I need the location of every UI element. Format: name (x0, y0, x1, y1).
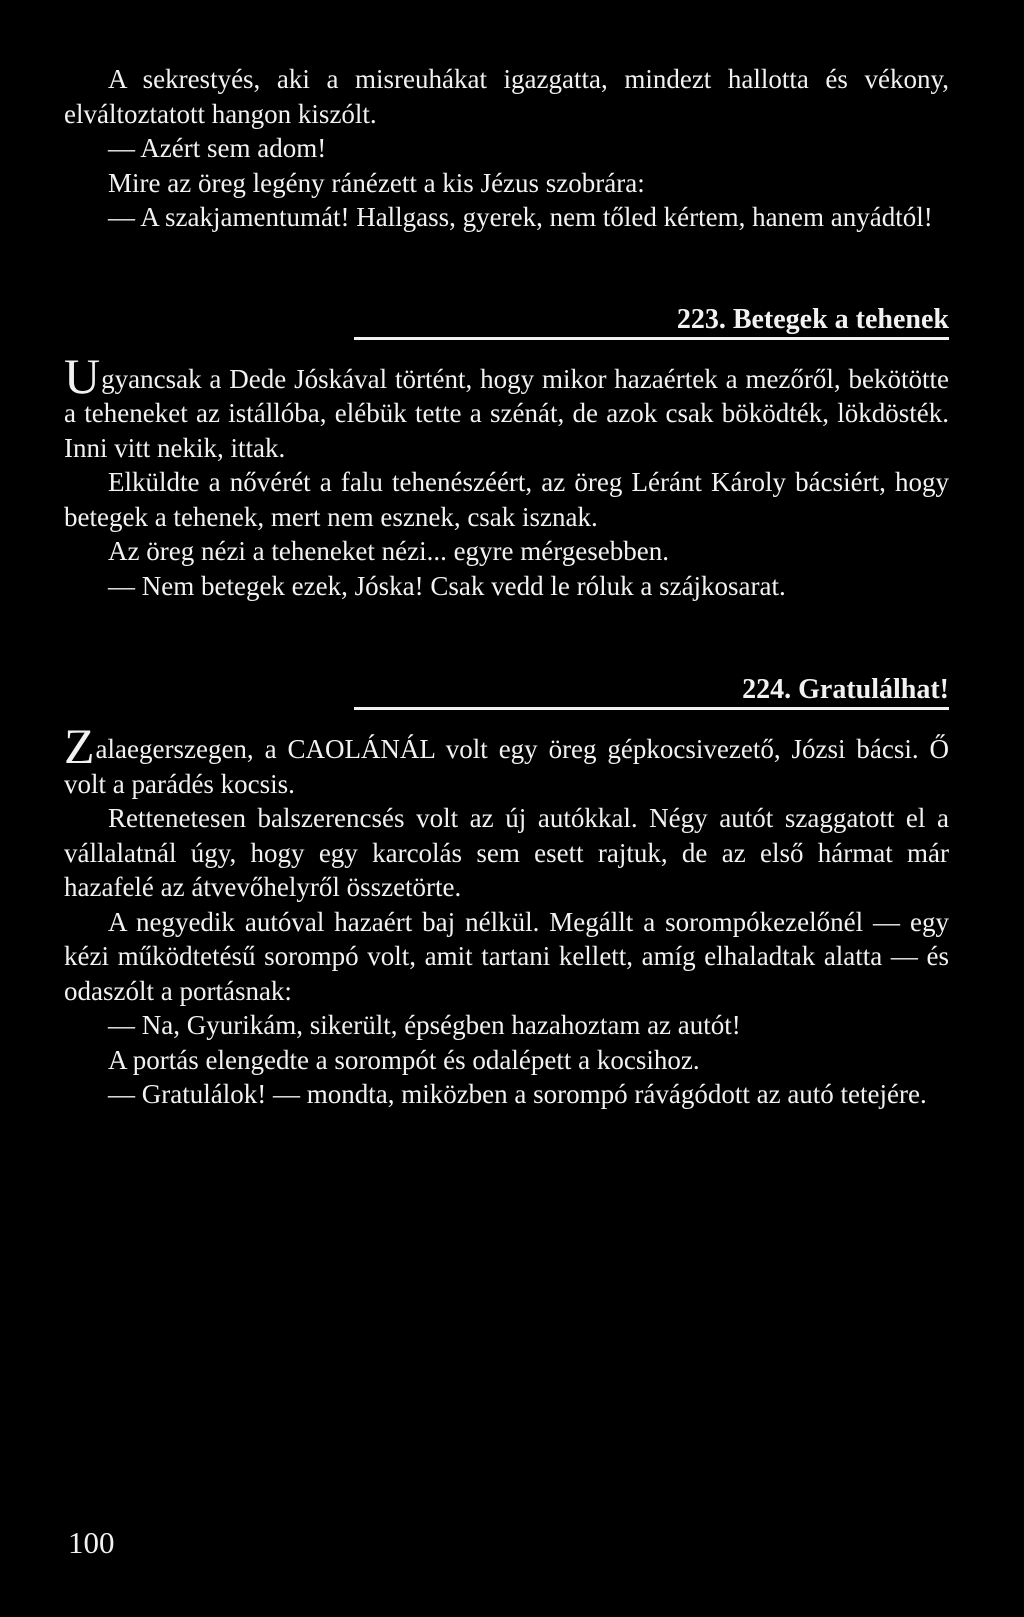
section-224-dropcap: Z (64, 718, 95, 774)
intro-paragraph-3: Mire az öreg legény ránézett a kis Jézus szobrára: (108, 167, 645, 198)
intro-paragraph-2: — Azért sem adom! (108, 133, 327, 163)
section-223-paragraph-2: Elküldte a nővérét a falu tehenészéért, az öreg Léránt Károly bácsiért, hogy betegek a tehenek, mert nem esznek, csak isznak. (64, 467, 949, 532)
section-224-title: 224. Gratulálhat! (742, 674, 949, 705)
section-223-first-text: gyancsak a Dede Jóskával történt, hogy mikor hazaértek a mezőről, bekötötte a teheneket az istállóba, elébük tette a szénát, de azok csak böködték, lökdösték. Inni vitt nekik, ittak. (64, 363, 949, 463)
intro-paragraph-4: — A szakjamentumát! Hallgass, gyerek, nem tőled kértem, hanem anyádtól! (108, 202, 933, 232)
section-224-paragraph-2: Rettenetesen balszerencsés volt az új autókkal. Négy autót szaggatott el a vállalatnál úgy, hogy egy karcolás sem esett rajtuk, de az első hármat már hazafelé az átvevőhelyről összetörte. (64, 803, 949, 902)
section-223-dropcap: U (64, 347, 101, 404)
section-223-title: 223. Betegek a tehenek (676, 303, 949, 335)
section-224-first-paragraph (64, 718, 949, 801)
section-223-first-paragraph (64, 347, 949, 466)
intro-paragraph-1: A sekrestyés, aki a misreuhákat igazgatta, mindezt hallotta és vékony, elváltoztatott hangon kiszólt. (64, 64, 949, 129)
page-body (64, 62, 949, 1112)
section-224-paragraph-4: — Na, Gyurikám, sikerült, épségben hazahoztam az autót! (108, 1010, 741, 1040)
section-223-paragraph-3: Az öreg nézi a teheneket nézi... egyre mérgesebben. (108, 536, 669, 566)
section-223-rule (354, 337, 949, 340)
section-224-rule (354, 707, 949, 710)
section-224-paragraph-5: A portás elengedte a sorompót és odalépett a kocsihoz. (108, 1044, 700, 1075)
section-224-paragraph-3: A negyedik autóval hazaért baj nélkül. Megállt a sorompókezelőnél — egy kézi működtetésű sorompó volt, amit tartani kellett, amíg elhaladtak alatta — és odaszólt a portásnak: (64, 906, 949, 1006)
section-223-paragraph-4: — Nem betegek ezek, Jóska! Csak vedd le róluk a szájkosarat. (108, 570, 786, 601)
section-224-first-text: alaegerszegen, a CAOLÁNÁL volt egy öreg gépkocsivezető, Józsi bácsi. Ő volt a parádés kocsis. (64, 734, 949, 799)
section-224-paragraph-6: — Gratulálok! — mondta, miközben a sorompó rávágódott az autó tetejére. (108, 1079, 927, 1109)
page-number: 100 (68, 1525, 115, 1560)
